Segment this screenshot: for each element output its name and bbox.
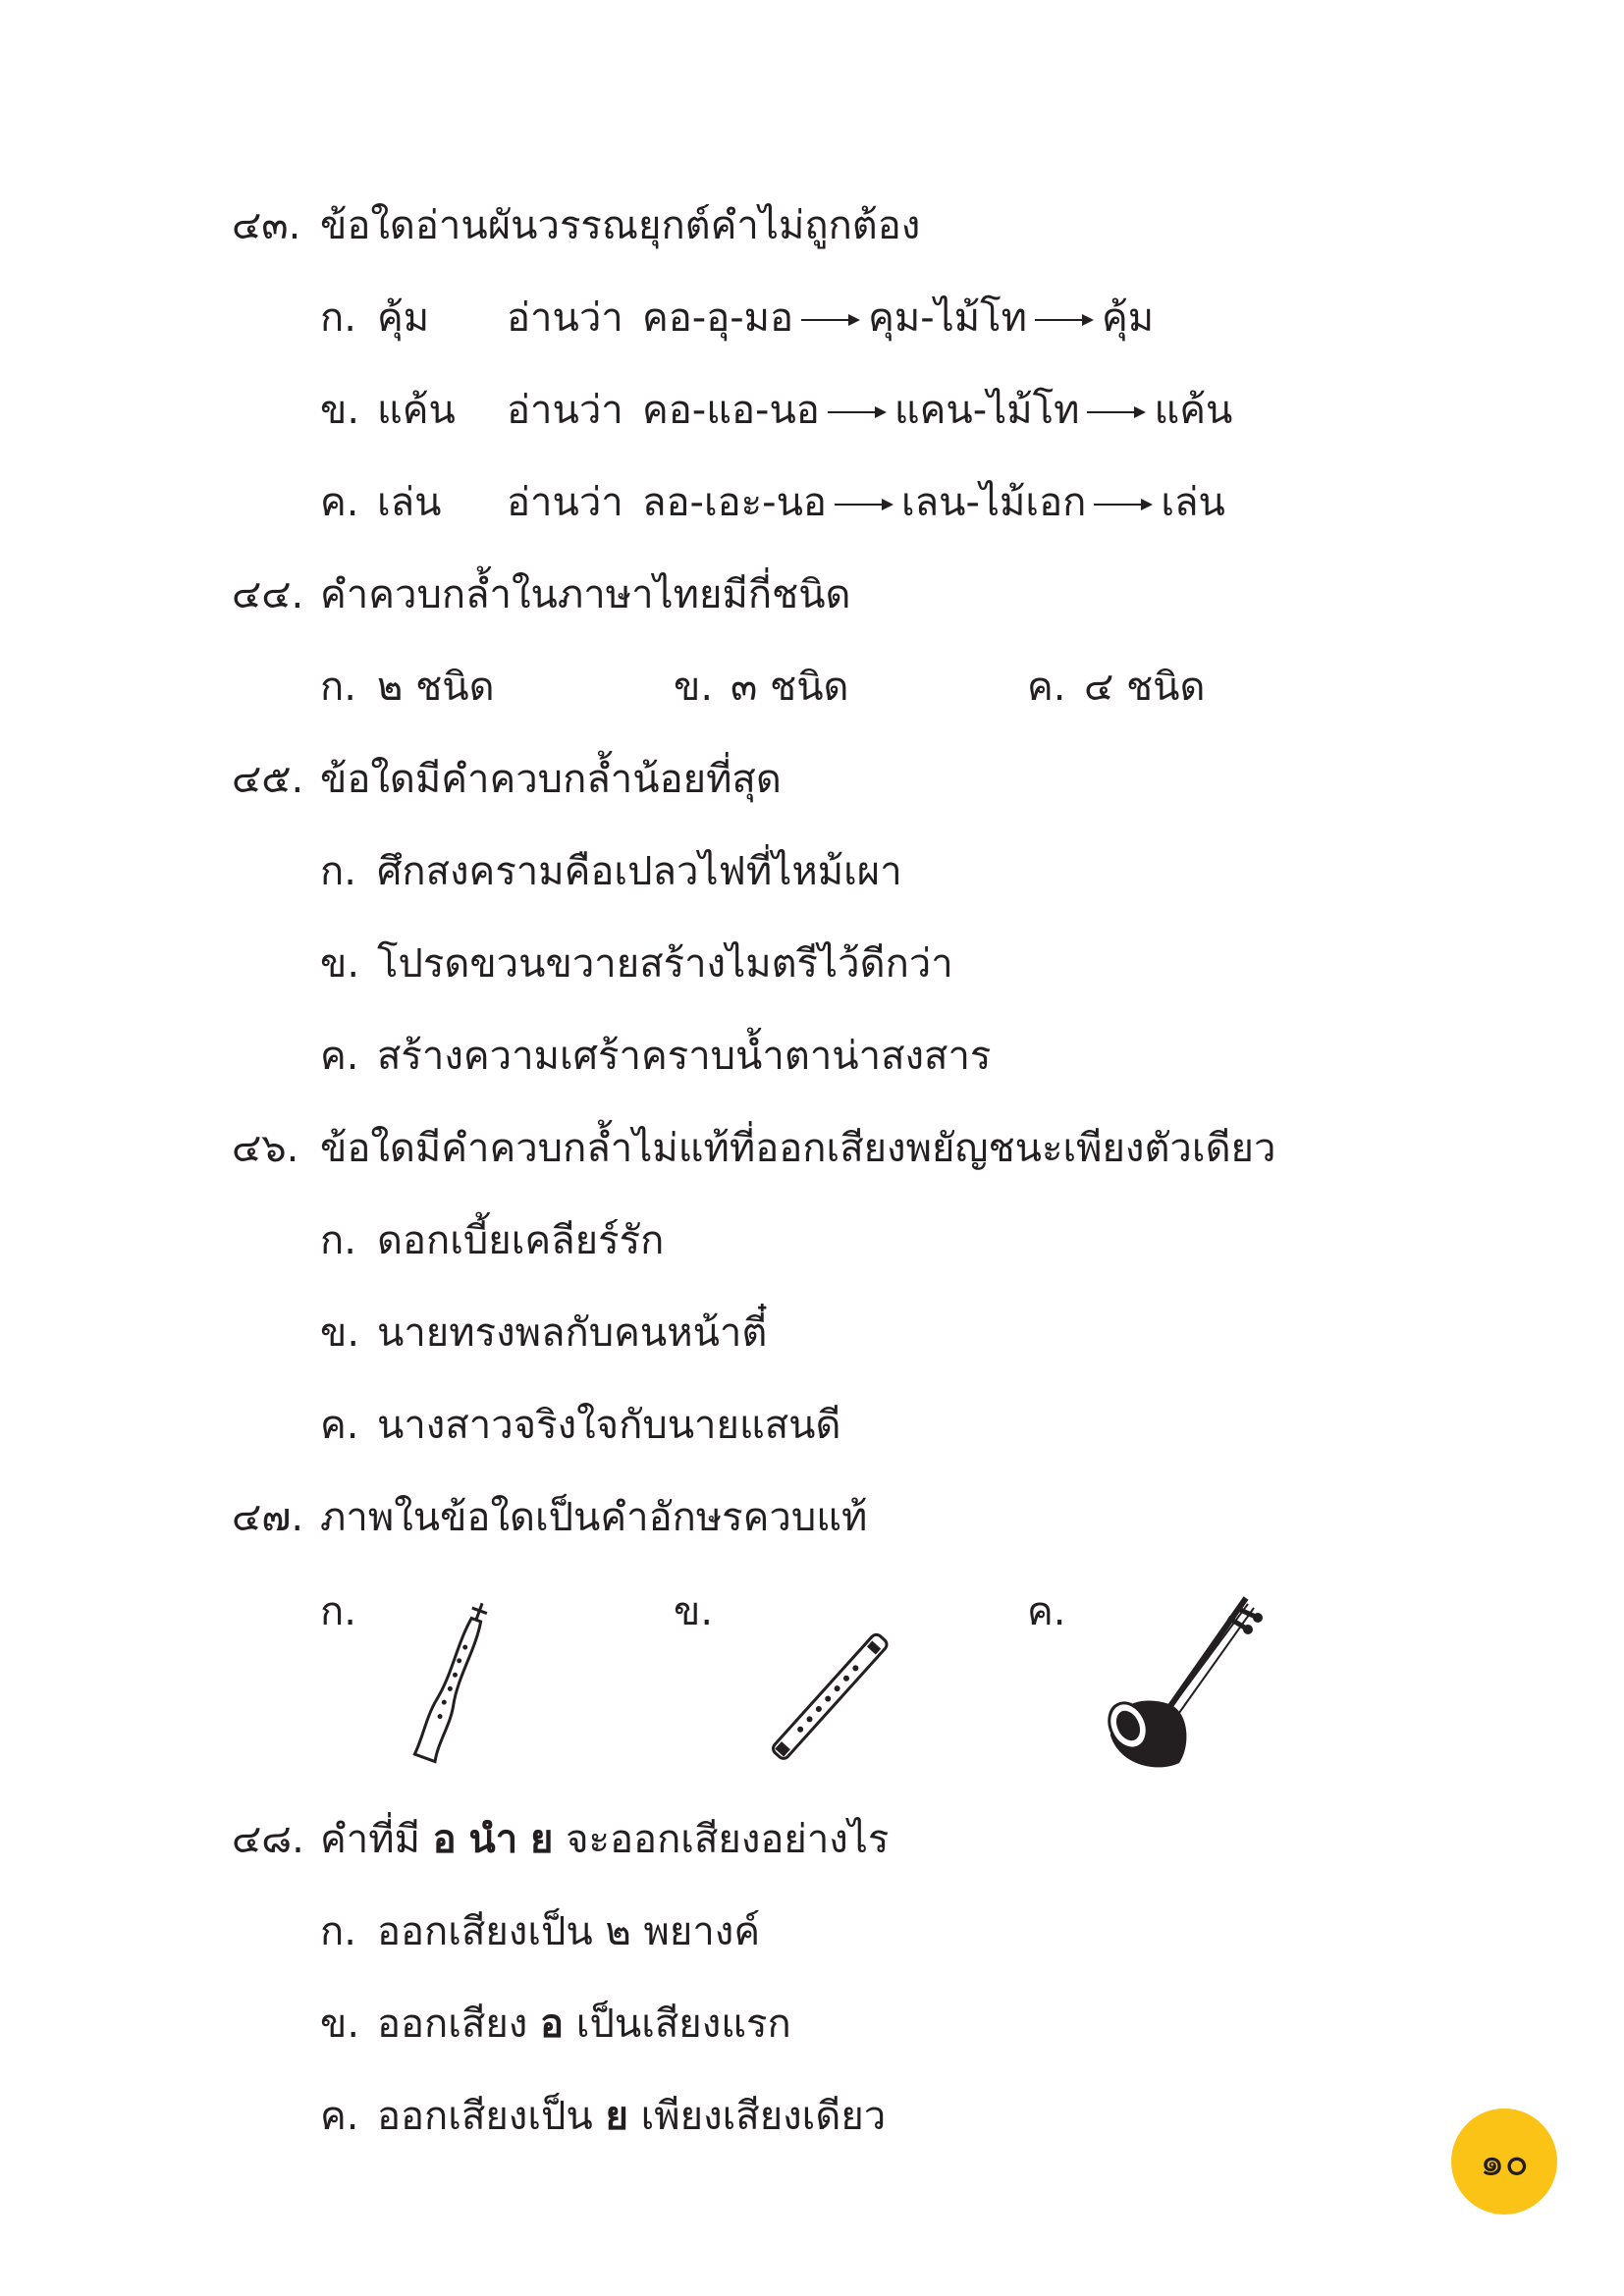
option-label: ข. xyxy=(320,1310,360,1356)
option-text-after: เป็นเสียงแรก xyxy=(575,2002,791,2047)
option-label: ค. xyxy=(320,1403,359,1448)
question-text: ข้อใดอ่านผันวรรณยุกต์คำไม่ถูกต้อง xyxy=(320,203,921,248)
question-text xyxy=(320,1812,889,1867)
option-text: ออกเสียงเป็น xyxy=(377,2094,593,2139)
question-text: ข้อใดมีคำควบกล้ำน้อยที่สุด xyxy=(320,757,782,802)
q48-option-a[interactable] xyxy=(320,1904,760,1959)
question-number: ๔๕. xyxy=(232,757,304,802)
option-label: ก. xyxy=(320,849,356,894)
reads: อ่านว่า xyxy=(507,480,623,525)
question-text: ภาพในข้อใดเป็นคำอักษรควบแท้ xyxy=(320,1495,868,1540)
arrow-right-icon xyxy=(1094,495,1153,514)
option-label: ค. xyxy=(1027,665,1066,710)
arrow-right-icon xyxy=(1035,310,1094,330)
option-label: ก. xyxy=(320,1589,356,1634)
question-number: ๔๖. xyxy=(232,1126,299,1171)
spelling: คอ-อุ-มอ xyxy=(642,295,794,341)
word: เล่น xyxy=(377,480,442,525)
option-text: ดอกเบี้ยเคลียร์รัก xyxy=(377,1218,665,1263)
base-form: แคน-ไม้โท xyxy=(893,388,1080,433)
option-bold: อ xyxy=(540,2002,565,2047)
option-text: นายทรงพลกับคนหน้าตี๋ xyxy=(377,1310,768,1356)
q43-option-b[interactable] xyxy=(320,383,1232,438)
result-word: แค้น xyxy=(1154,388,1233,433)
option-label: ก. xyxy=(320,1218,356,1263)
q46-option-a[interactable] xyxy=(320,1213,664,1268)
question-number: ๔๘. xyxy=(232,1817,304,1862)
option-text: นางสาวจริงใจกับนายแสนดี xyxy=(377,1403,841,1448)
result-word: เล่น xyxy=(1161,480,1225,525)
option-text: ๒ ชนิด xyxy=(377,665,495,710)
arrow-right-icon xyxy=(1087,402,1146,422)
option-label: ค. xyxy=(320,480,359,525)
option-text: ศึกสงครามคือเปลวไฟที่ไหม้เผา xyxy=(377,849,902,894)
option-label: ข. xyxy=(320,941,360,987)
arrow-right-icon xyxy=(828,402,887,422)
khlui-flute-icon xyxy=(747,1614,914,1781)
q45-option-c[interactable] xyxy=(320,1029,991,1084)
q46-option-c[interactable] xyxy=(320,1398,840,1453)
word: คุ้ม xyxy=(377,295,430,341)
spelling: ลอ-เอะ-นอ xyxy=(642,480,827,525)
pi-flute-icon xyxy=(394,1596,512,1773)
question-number: ๔๓. xyxy=(232,203,301,248)
q44-option-b[interactable] xyxy=(674,660,849,715)
q45-option-a[interactable] xyxy=(320,844,902,899)
q44-option-c[interactable] xyxy=(1027,660,1205,715)
base-form: คุม-ไม้โท xyxy=(868,295,1027,341)
arrow-right-icon xyxy=(835,495,893,514)
q47-option-c[interactable] xyxy=(1027,1584,1282,1781)
option-label: ข. xyxy=(320,388,360,433)
q44-option-a[interactable] xyxy=(320,660,495,715)
q43-option-c[interactable] xyxy=(320,475,1225,530)
word: แค้น xyxy=(377,388,456,433)
q48-option-b[interactable] xyxy=(320,1997,791,2052)
option-label: ก. xyxy=(320,665,356,710)
q46-option-b[interactable] xyxy=(320,1306,767,1361)
option-label: ข. xyxy=(674,1589,714,1634)
option-text: ๔ ชนิด xyxy=(1084,665,1206,710)
option-label: ก. xyxy=(320,1909,356,1954)
q47-option-a[interactable] xyxy=(320,1584,575,1781)
reads: อ่านว่า xyxy=(507,388,623,433)
option-bold: ย xyxy=(605,2094,628,2139)
option-text: สร้างความเศร้าคราบน้ำตาน่าสงสาร xyxy=(377,1034,992,1079)
q45-option-b[interactable] xyxy=(320,936,953,991)
so-u-fiddle-icon xyxy=(1101,1588,1268,1775)
page-number-badge xyxy=(1451,2109,1557,2215)
spelling: คอ-แอ-นอ xyxy=(642,388,820,433)
page-number: ๑๐ xyxy=(1480,2140,1529,2185)
question-number: ๔๔. xyxy=(232,572,304,617)
option-label: ค. xyxy=(320,2094,359,2139)
option-text-after: เพียงเสียงเดียว xyxy=(640,2094,887,2139)
option-label: ก. xyxy=(320,295,356,341)
bold-letter: อ xyxy=(432,1817,457,1862)
base-form: เลน-ไม้เอก xyxy=(900,480,1087,525)
q48-option-c[interactable] xyxy=(320,2089,886,2144)
arrow-right-icon xyxy=(801,310,860,330)
result-word: คุ้ม xyxy=(1101,295,1155,341)
option-label: ข. xyxy=(674,665,714,710)
question-number: ๔๗. xyxy=(232,1495,304,1540)
question-text: ข้อใดมีคำควบกล้ำไม่แท้ที่ออกเสียงพยัญชนะเพียงตัวเดียว xyxy=(320,1126,1276,1171)
question-text: คำควบกล้ำในภาษาไทยมีกี่ชนิด xyxy=(320,572,851,617)
text-after: จะออกเสียงอย่างไร xyxy=(566,1817,890,1862)
option-text: ๓ ชนิด xyxy=(731,665,849,710)
option-text: ออกเสียง xyxy=(377,2002,528,2047)
q43-option-a[interactable] xyxy=(320,291,1154,346)
option-label: ค. xyxy=(320,1034,359,1079)
option-text: โปรดขวนขวายสร้างไมตรีไว้ดีกว่า xyxy=(377,941,953,987)
q47-option-b[interactable] xyxy=(674,1584,929,1781)
bold-letter: ย xyxy=(529,1817,554,1862)
reads: อ่านว่า xyxy=(507,295,623,341)
text-before: คำที่มี xyxy=(320,1817,420,1862)
option-label: ข. xyxy=(320,2002,360,2047)
option-label: ค. xyxy=(1027,1589,1066,1634)
bold-word: นำ xyxy=(468,1817,518,1862)
option-text: ออกเสียงเป็น ๒ พยางค์ xyxy=(377,1909,761,1954)
